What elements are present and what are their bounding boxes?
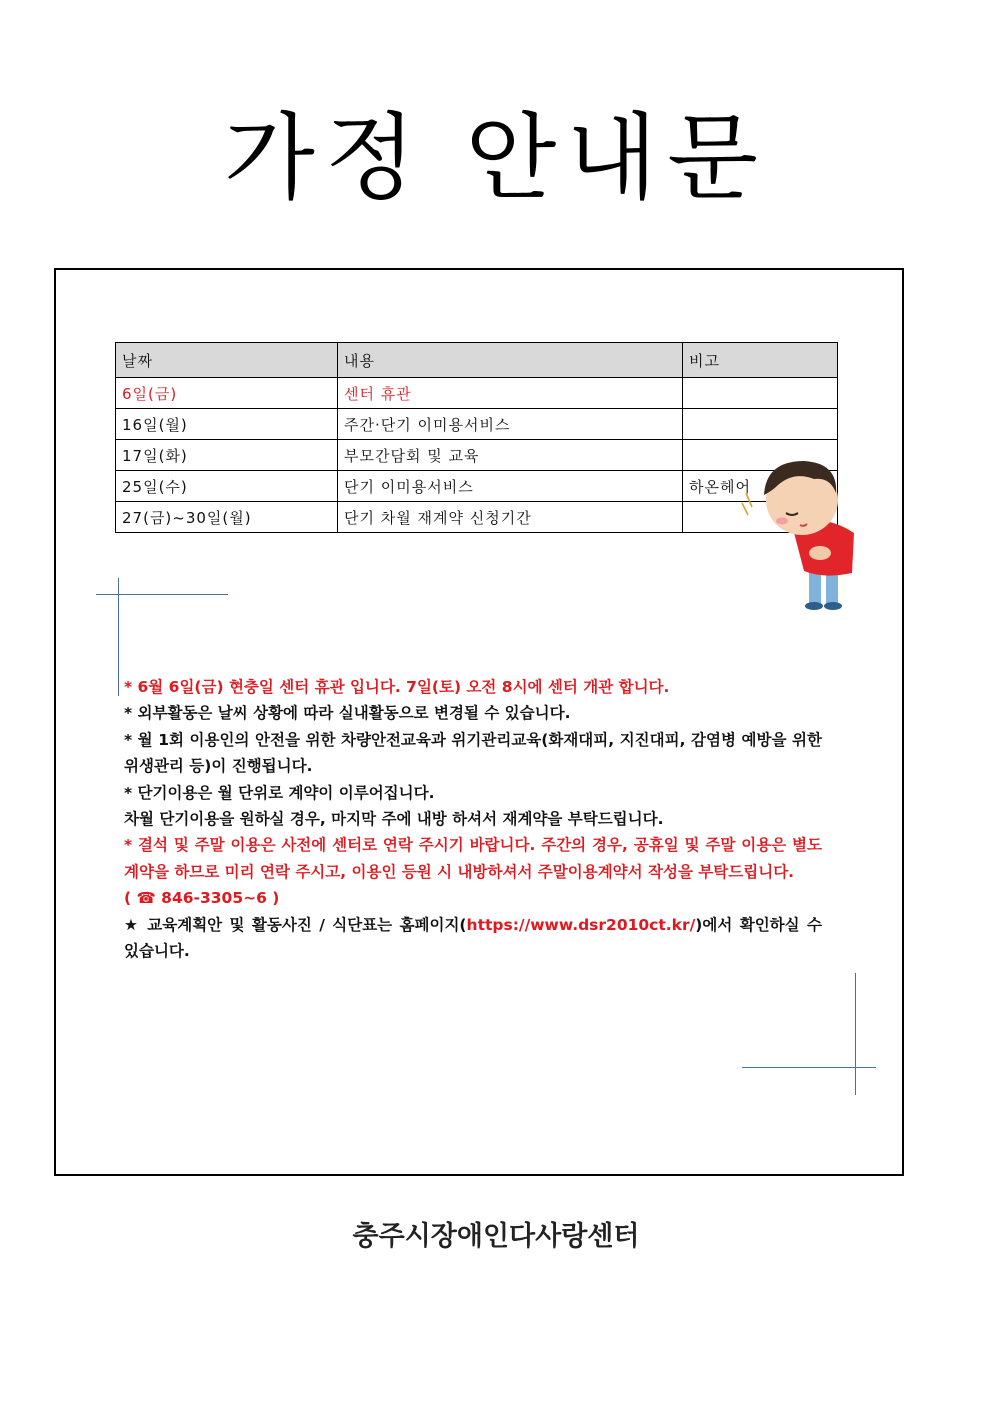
row-date: 17일(화) [116, 440, 338, 471]
notice-homepage [124, 912, 822, 965]
boy-shoe-right [824, 602, 842, 610]
notice-renewal: 차월 단기이용을 원하실 경우, 마지막 주에 내방 하셔서 재계약을 부탁드립니다. [124, 810, 664, 829]
notice-absence: * 결석 및 주말 이용은 사전에 센터로 연락 주시기 바랍니다. 주간의 경우, 공휴일 및 주말 이용은 별도 계약을 하므로 미리 연락 주시고, 이용인 등원 시 내방하셔서 주말이용계약서 작성을 부탁드립니다. [124, 836, 822, 881]
boy-hands [809, 546, 831, 560]
motion-lines [742, 493, 752, 515]
row-date: 16일(월) [116, 409, 338, 440]
notice-outdoor: * 외부활동은 날씨 상황에 따라 실내활동으로 변경될 수 있습니다. [124, 704, 571, 723]
homepage-link[interactable]: https://www.dsr2010ct.kr/ [466, 915, 696, 934]
boy-shoe-left [805, 602, 823, 610]
table-row [116, 471, 838, 502]
notice-short-term-contract: * 단기이용은 월 단위로 계약이 이루어집니다. [124, 783, 435, 802]
row-date: 6일(금) [116, 378, 338, 409]
table-row [116, 440, 838, 471]
row-content: 부모간담회 및 교육 [338, 440, 683, 471]
row-date: 27(금)~30일(월) [116, 502, 338, 533]
row-note: 하온헤어 [683, 471, 838, 502]
row-content: 단기 이미용서비스 [338, 471, 683, 502]
notice-phone: ( ☎ 846-3305~6 ) [124, 889, 280, 908]
notice-safety-education: * 월 1회 이용인의 안전을 위한 차량안전교육과 위기관리교육(화재대피, 지진대피, 감염병 예방을 위한 위생관리 등)이 진행됩니다. [124, 730, 822, 776]
row-content: 센터 휴관 [338, 378, 683, 409]
table-row [116, 409, 838, 440]
boy-cheek [776, 518, 788, 525]
bowing-boy-illustration [734, 455, 874, 615]
homepage-text-post: )에서 확인하실 수 있습니다. [124, 915, 822, 961]
decor-line-h-left [96, 594, 228, 595]
schedule-table [115, 342, 838, 533]
header-note: 비고 [683, 343, 838, 378]
row-date: 25일(수) [116, 471, 338, 502]
header-content: 내용 [338, 343, 683, 378]
organization-name: 충주시장애인다사랑센터 [352, 1221, 640, 1252]
table-row [116, 378, 838, 409]
row-note [683, 378, 838, 409]
notice-closure: * 6월 6일(금) 현충일 센터 휴관 입니다. 7일(토) 오전 8시에 센터 개관 합니다. [124, 678, 670, 696]
row-note [683, 409, 838, 440]
homepage-text-pre: ★ 교육계획안 및 활동사진 / 식단표는 홈페이지( [124, 915, 467, 934]
row-content: 주간·단기 이미용서비스 [338, 409, 683, 440]
decor-line-v-left [118, 578, 119, 696]
row-content: 단기 차월 재계약 신청기간 [338, 502, 683, 533]
table-header-row [116, 343, 838, 378]
notice-section [124, 674, 822, 964]
decor-line-v-right [855, 973, 856, 1095]
page-title: 가정 안내문 [224, 104, 768, 213]
header-date: 날짜 [116, 343, 338, 378]
table-row [116, 502, 838, 533]
